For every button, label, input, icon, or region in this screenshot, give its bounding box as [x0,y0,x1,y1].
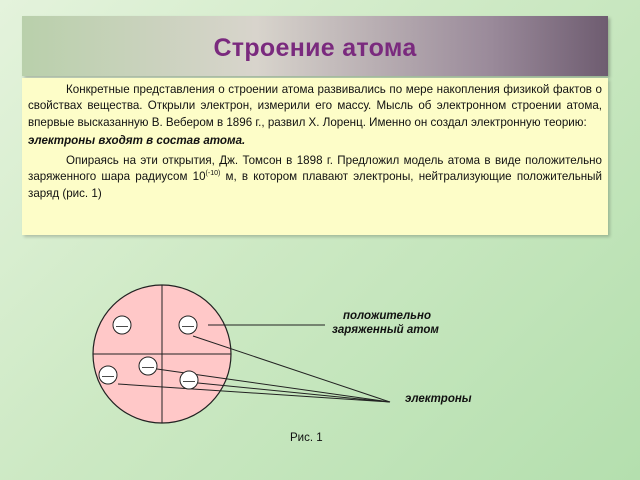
slide-title: Строение атома [213,34,417,62]
atom-label-line-2: заряженный атом [332,324,439,336]
electron-3-symbol: — [142,359,154,374]
electron-1 [113,316,131,334]
figure-caption: Рис. 1 [290,432,323,444]
electron-2 [179,316,197,334]
electron-2-symbol: — [182,318,194,333]
electron-4-symbol: — [102,368,114,383]
radius-exponent: (-10) [205,170,221,178]
electron-5-symbol: — [183,373,195,388]
paragraph-2-text: Опираясь на эти открытия, Дж. Томсон в 1898 г. Предложил модель атома в виде положительно заряженного шара радиусом 10 [28,154,602,184]
atom-label-line-1: положительно [343,310,431,322]
electron-4 [99,366,117,384]
electron-1-symbol: — [116,318,128,333]
electrons-label: электроны [405,393,472,405]
electron-3 [139,357,157,375]
paragraph-2-tail: м, в котором плавают электроны, нейтрализующие положительный заряд (рис. 1) [28,170,602,200]
paragraph-1: Конкретные представления о строении атома развивались по мере накопления физикой фактов о свойствах вещества. Открыли электрон, измерили его массу. Мысль об электронном строении атома, впервые высказанную В. Вебером в 1896 г., развил Х. Лоренц. Именно он создал электронную теорию: [28,83,602,129]
electron-5 [180,371,198,389]
emphasis-text: электроны входят в состав атома. [28,133,246,147]
